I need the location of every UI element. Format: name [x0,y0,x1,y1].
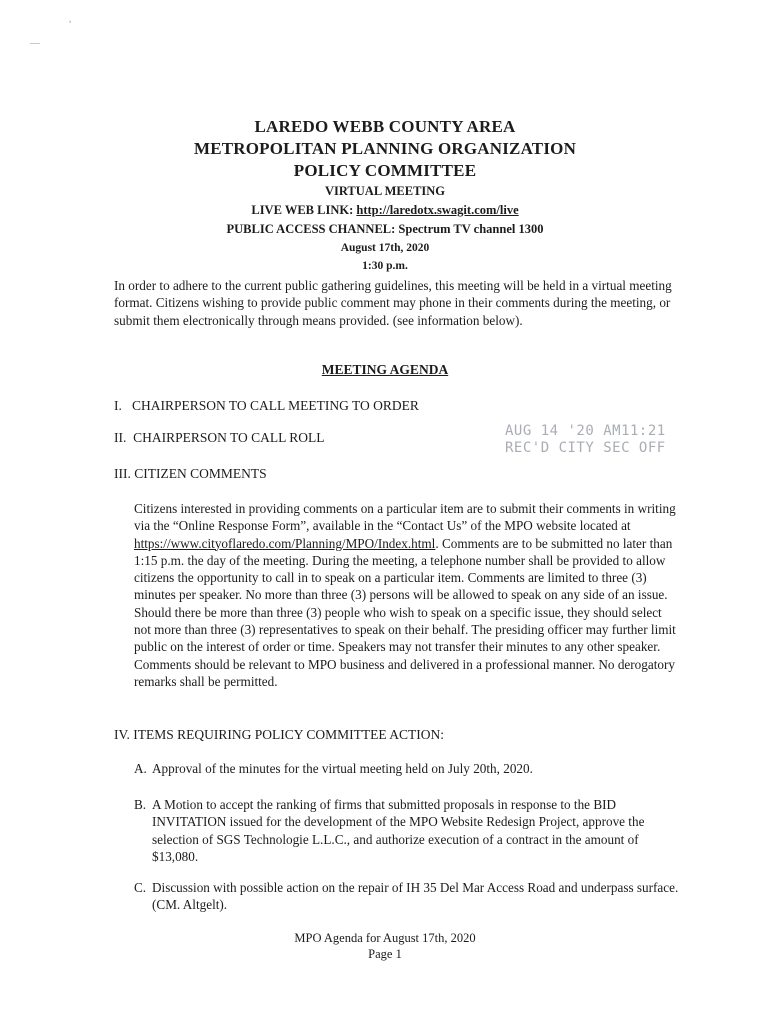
received-stamp [505,423,666,457]
subitem-c [134,879,680,914]
agenda-title [0,362,770,378]
comments-text-2: . Comments are to be submitted no later than 1:15 p.m. the day of the meeting. During the meeting, a telephone number shall be provided to allow citizens the opportunity to call in to speak on a particular item. Comments are limited to three (3) minutes per speaker. No more than three (3) persons will be allowed to speak on any side of an issue. Should there be more than three (3) people who wish to speak on a specific issue, they should select not more than three (3) representatives to speak on their behalf. The presiding officer may further limit public on the interest of order or time. Speakers may not transfer their minutes to any other speaker. Comments should be relevant to MPO business and delivered in a professional manner. No derogatory remarks shall be permitted. [134,535,676,689]
comments-text-1: Citizens interested in providing comments on a particular item are to submit their comments in writing via the “Online Response Form”, available in the “Contact Us” of the MPO website located at [134,501,676,534]
meeting-date: August 17th, 2020 [340,242,430,254]
scan-mark-side: — [30,38,40,49]
intro-paragraph: In order to adhere to the current public gathering guidelines, this meeting will be held in a virtual meeting format. Citizens wishing to provide public comment may phone in their comments during the meeting, or submit them electronically through means provided. (see information below). [114,278,672,328]
agenda-item-1: I. CHAIRPERSON TO CALL MEETING TO ORDER [114,398,419,413]
subitem-b [134,796,680,865]
web-link-label: LIVE WEB LINK: [251,203,357,217]
agenda-header [0,116,770,275]
footer-title: MPO Agenda for August 17th, 2020 [294,931,476,945]
comments-url[interactable]: https://www.cityoflaredo.com/Planning/MPO/Index.html [134,535,436,551]
header-line-3: POLICY COMMITTEE [293,161,477,180]
stamp-line-1: AUG 14 '20 AM11:21 [505,423,666,439]
agenda-title-text: MEETING AGENDA [321,362,449,377]
subitem-c-text: Discussion with possible action on the repair of IH 35 Del Mar Access Road and underpass surface. (CM. Altgelt). [152,880,679,913]
header-line-1: LAREDO WEBB COUNTY AREA [254,117,516,136]
web-link-url[interactable]: http://laredotx.swagit.com/live [356,203,519,217]
page-footer [0,930,770,962]
subitem-a-label: A. [134,761,147,776]
subitem-b-label: B. [134,797,147,812]
public-access-channel: PUBLIC ACCESS CHANNEL: Spectrum TV channel 1300 [226,222,544,236]
agenda-item-4: IV. ITEMS REQUIRING POLICY COMMITTEE ACTION: [114,727,444,742]
meeting-type: VIRTUAL MEETING [324,184,446,198]
agenda-item-3: III. CITIZEN COMMENTS [114,466,267,481]
meeting-time: 1:30 p.m. [362,260,408,272]
stamp-line-2: REC'D CITY SEC OFF [505,440,666,456]
agenda-item-2: II. CHAIRPERSON TO CALL ROLL [114,430,325,445]
footer-page-number: Page 1 [368,947,402,961]
scan-mark: ʾ [68,18,72,32]
subitem-b-text: A Motion to accept the ranking of firms that submitted proposals in response to the BID INVITATION issued for the development of the MPO Website Redesign Project, approve the selection of SGS Technologie L.L.C., and authorize execution of a contract in the amount of $13,080. [152,797,645,864]
subitem-c-label: C. [134,880,147,895]
subitem-a-text: Approval of the minutes for the virtual meeting held on July 20th, 2020. [152,761,533,776]
subitem-a [134,760,680,777]
citizen-comments-paragraph [134,500,680,690]
web-link-line [0,201,770,220]
header-line-2: METROPOLITAN PLANNING ORGANIZATION [193,139,577,158]
